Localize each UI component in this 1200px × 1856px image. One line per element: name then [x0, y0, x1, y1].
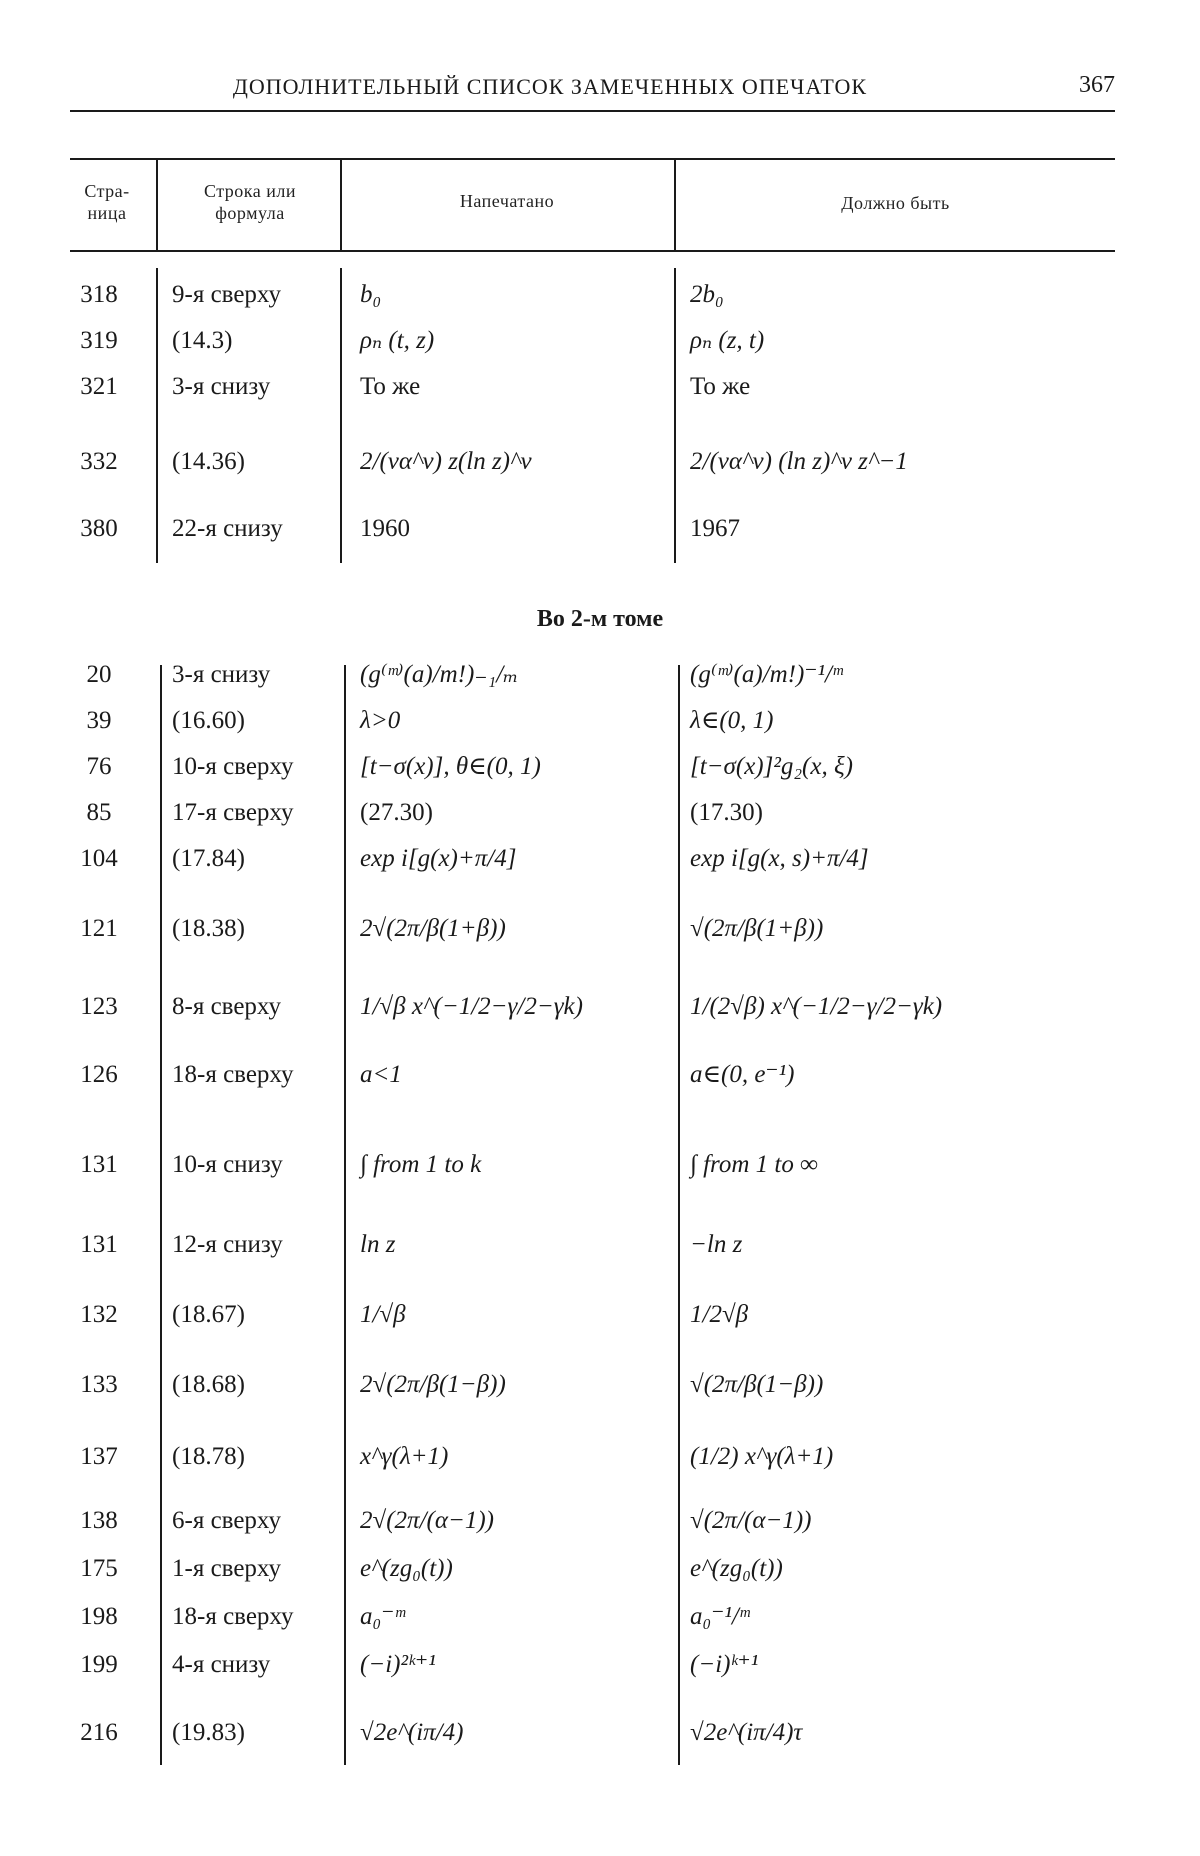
row-page: 126 — [80, 1061, 118, 1088]
row-line: 9-я сверху — [172, 281, 281, 308]
row-correct: (17.30) — [690, 799, 763, 826]
row-page: 319 — [80, 327, 118, 354]
row-printed: (g⁽ᵐ⁾(a)/m!)₋₁/ₘ — [360, 661, 519, 688]
row-line: 6-я сверху — [172, 1507, 281, 1534]
row-line: (14.36) — [172, 448, 245, 475]
row-printed: [t−σ(x)], θ∈(0, 1) — [360, 753, 541, 780]
row-printed: a₀⁻ᵐ — [360, 1603, 405, 1630]
row-page: 131 — [80, 1151, 118, 1178]
row-correct: 2b₀ — [690, 281, 724, 308]
row-line: 10-я сверху — [172, 753, 294, 780]
column-divider — [340, 158, 342, 251]
row-printed: √2e^(iπ/4) — [360, 1719, 464, 1746]
column-divider — [340, 268, 342, 563]
column-divider — [160, 665, 162, 1765]
row-line: 3-я снизу — [172, 373, 271, 400]
row-printed: b₀ — [360, 281, 382, 308]
column-header-printed: Напечатано — [459, 191, 555, 211]
row-correct: exp i[g(x, s)+π/4] — [690, 845, 869, 872]
row-page: 133 — [80, 1371, 118, 1398]
row-printed: (27.30) — [360, 799, 433, 826]
row-line: 12-я снизу — [172, 1231, 283, 1258]
row-printed: (−i)²ᵏ⁺¹ — [360, 1651, 436, 1678]
row-printed: 2√(2π/β(1+β)) — [360, 915, 506, 942]
row-printed: 2/(να^ν) z(ln z)^ν — [360, 448, 532, 475]
row-printed: a<1 — [360, 1061, 402, 1088]
row-line: (18.78) — [172, 1443, 245, 1470]
row-correct: e^(zg₀(t)) — [690, 1555, 783, 1582]
row-line: (16.60) — [172, 707, 245, 734]
column-divider — [678, 665, 680, 1765]
row-correct: (g⁽ᵐ⁾(a)/m!)⁻¹/ᵐ — [690, 661, 843, 688]
row-line: 17-я сверху — [172, 799, 294, 826]
row-correct: √(2π/(α−1)) — [690, 1507, 812, 1534]
row-correct: λ∈(0, 1) — [690, 707, 774, 734]
row-page: 175 — [80, 1555, 118, 1582]
row-correct: ∫ from 1 to ∞ — [690, 1151, 818, 1178]
row-correct: (−i)ᵏ⁺¹ — [690, 1651, 759, 1678]
row-page: 131 — [80, 1231, 118, 1258]
column-header-page-line2: ница — [87, 203, 127, 223]
table-header-rule — [70, 250, 1115, 252]
row-page: 332 — [80, 448, 118, 475]
row-page: 198 — [80, 1603, 118, 1630]
row-page: 85 — [86, 799, 112, 826]
row-printed: exp i[g(x)+π/4] — [360, 845, 517, 872]
row-correct: 1/(2√β) x^(−1/2−γ/2−γk) — [690, 993, 943, 1020]
row-line: 18-я сверху — [172, 1603, 294, 1630]
row-line: (19.83) — [172, 1719, 245, 1746]
row-correct: (1/2) x^γ(λ+1) — [690, 1443, 834, 1470]
row-page: 380 — [80, 515, 118, 542]
page-number: 367 — [1079, 72, 1115, 98]
row-printed: 2√(2π/(α−1)) — [360, 1507, 494, 1534]
row-page: 199 — [80, 1651, 118, 1678]
row-line: 10-я снизу — [172, 1151, 283, 1178]
column-header-line-line2: формула — [215, 203, 285, 223]
row-correct: [t−σ(x)]²g₂(x, ξ) — [690, 753, 853, 780]
row-line: (18.68) — [172, 1371, 245, 1398]
column-header-page — [70, 180, 144, 224]
row-line: 18-я сверху — [172, 1061, 294, 1088]
row-printed: x^γ(λ+1) — [360, 1443, 449, 1470]
row-page: 137 — [80, 1443, 118, 1470]
column-divider — [156, 158, 158, 251]
row-printed: 1/√β x^(−1/2−γ/2−γk) — [360, 993, 583, 1020]
row-line: (18.67) — [172, 1301, 245, 1328]
row-page: 216 — [80, 1719, 118, 1746]
row-page: 104 — [80, 845, 118, 872]
row-correct: 1/2√β — [690, 1301, 749, 1328]
row-printed: ρₙ (t, z) — [360, 327, 435, 354]
row-printed: ∫ from 1 to k — [360, 1151, 482, 1178]
row-page: 121 — [80, 915, 118, 942]
row-printed: То же — [360, 373, 421, 400]
row-correct: То же — [690, 373, 751, 400]
column-header-correct: Должно быть — [841, 193, 950, 213]
section-title: Во 2-м томе — [536, 606, 664, 632]
row-line: (18.38) — [172, 915, 245, 942]
row-printed: e^(zg₀(t)) — [360, 1555, 453, 1582]
row-page: 39 — [86, 707, 112, 734]
row-page: 123 — [80, 993, 118, 1020]
row-printed: ln z — [360, 1231, 396, 1258]
column-divider — [674, 268, 676, 563]
row-page: 318 — [80, 281, 118, 308]
row-correct: √2e^(iπ/4)τ — [690, 1719, 803, 1746]
column-divider — [674, 158, 676, 251]
row-printed: 1960 — [360, 515, 410, 542]
row-page: 76 — [86, 753, 112, 780]
row-correct: √(2π/β(1−β)) — [690, 1371, 824, 1398]
row-line: 8-я сверху — [172, 993, 281, 1020]
row-correct: √(2π/β(1+β)) — [690, 915, 824, 942]
row-correct: a₀⁻¹/ᵐ — [690, 1603, 750, 1630]
page-title: ДОПОЛНИТЕЛЬНЫЙ СПИСОК ЗАМЕЧЕННЫХ ОПЕЧАТОК — [232, 74, 868, 99]
row-line: (14.3) — [172, 327, 233, 354]
column-divider — [156, 268, 158, 563]
row-printed: λ>0 — [360, 707, 401, 734]
column-header-page-line1: Стра- — [84, 181, 130, 201]
table-top-rule — [70, 158, 1115, 160]
column-header-line — [160, 180, 340, 224]
column-header-line-line1: Строка или — [203, 181, 297, 201]
row-line: 4-я снизу — [172, 1651, 271, 1678]
row-printed: 1/√β — [360, 1301, 406, 1328]
row-page: 20 — [86, 661, 112, 688]
row-line: 3-я снизу — [172, 661, 271, 688]
row-printed: 2√(2π/β(1−β)) — [360, 1371, 506, 1398]
row-correct: ρₙ (z, t) — [690, 327, 765, 354]
column-divider — [344, 665, 346, 1765]
row-line: 1-я сверху — [172, 1555, 281, 1582]
row-correct: 2/(να^ν) (ln z)^ν z^−1 — [690, 448, 908, 475]
row-page: 138 — [80, 1507, 118, 1534]
running-head — [70, 70, 1115, 112]
row-line: (17.84) — [172, 845, 245, 872]
row-line: 22-я снизу — [172, 515, 283, 542]
row-page: 132 — [80, 1301, 118, 1328]
row-correct: a∈(0, e⁻¹) — [690, 1061, 795, 1088]
row-correct: 1967 — [690, 515, 740, 542]
row-page: 321 — [80, 373, 118, 400]
row-correct: −ln z — [690, 1231, 743, 1258]
